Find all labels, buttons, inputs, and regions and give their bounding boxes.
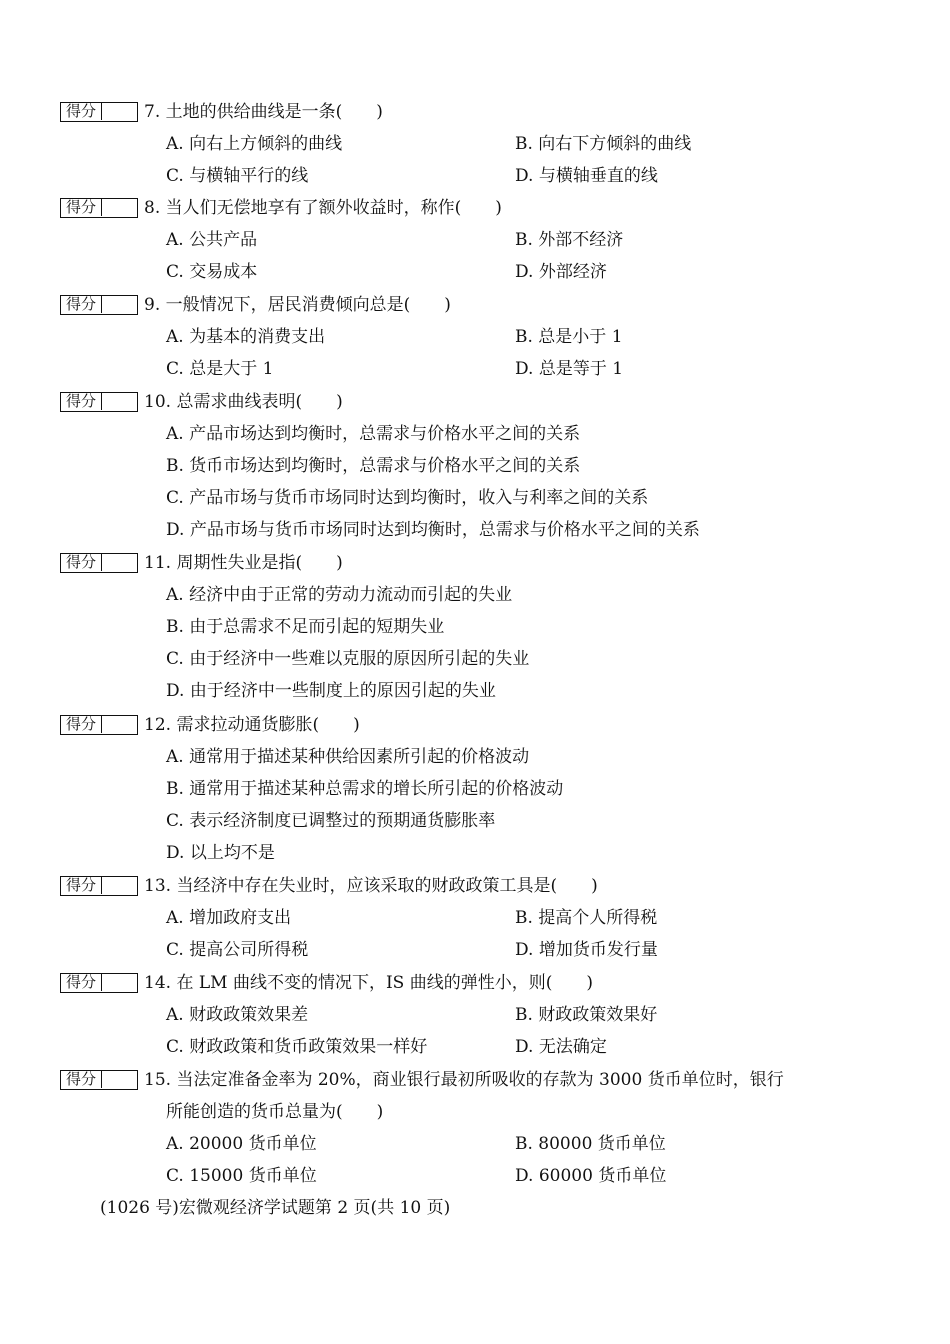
- option-d: D. 以上均不是: [166, 843, 275, 863]
- question-13: [60, 870, 880, 966]
- question-12: [60, 709, 880, 869]
- option-b: B. 财政政策效果好: [515, 1005, 658, 1025]
- question-stem: 12. 需求拉动通货膨胀( ): [144, 715, 360, 735]
- option-d: D. 总是等于 1: [515, 359, 624, 379]
- question-7: [60, 96, 880, 192]
- option-b: B. 通常用于描述某种总需求的增长所引起的价格波动: [166, 779, 564, 799]
- option-d: D. 无法确定: [515, 1037, 607, 1057]
- score-box: [60, 392, 138, 412]
- score-box: [60, 876, 138, 896]
- option-a: A. 产品市场达到均衡时，总需求与价格水平之间的关系: [166, 424, 581, 444]
- score-box: [60, 295, 138, 315]
- score-label: 得分: [61, 296, 102, 313]
- option-c: C. 由于经济中一些难以克服的原因所引起的失业: [166, 649, 530, 669]
- option-b: B. 80000 货币单位: [515, 1134, 666, 1154]
- option-b: B. 提高个人所得税: [515, 908, 658, 928]
- score-label: 得分: [61, 554, 102, 571]
- question-15: [60, 1064, 880, 1192]
- question-stem: 8. 当人们无偿地享有了额外收益时，称作( ): [144, 198, 502, 218]
- question-14: [60, 967, 880, 1063]
- option-a: A. 向右上方倾斜的曲线: [166, 134, 343, 154]
- question-11: [60, 547, 880, 707]
- score-box: [60, 973, 138, 993]
- option-a: A. 为基本的消费支出: [166, 327, 326, 347]
- page-footer: (1026 号)宏微观经济学试题第 2 页(共 10 页): [100, 1198, 451, 1218]
- option-c: C. 产品市场与货币市场同时达到均衡时，收入与利率之间的关系: [166, 488, 649, 508]
- option-b: B. 外部不经济: [515, 230, 624, 250]
- question-stem: 15. 当法定准备金率为 20%，商业银行最初所吸收的存款为 3000 货币单位时，银行: [144, 1070, 784, 1090]
- option-a: A. 增加政府支出: [166, 908, 292, 928]
- option-b: B. 向右下方倾斜的曲线: [515, 134, 692, 154]
- option-c: C. 15000 货币单位: [166, 1166, 317, 1186]
- option-a: A. 财政政策效果差: [166, 1005, 309, 1025]
- score-label: 得分: [61, 393, 102, 410]
- question-stem: 11. 周期性失业是指( ): [144, 553, 343, 573]
- question-stem: 7. 土地的供给曲线是一条( ): [144, 102, 383, 122]
- score-box: [60, 102, 138, 122]
- option-a: A. 公共产品: [166, 230, 258, 250]
- score-label: 得分: [61, 716, 102, 733]
- score-label: 得分: [61, 103, 102, 120]
- score-box: [60, 1070, 138, 1090]
- option-a: A. 通常用于描述某种供给因素所引起的价格波动: [166, 747, 530, 767]
- score-label: 得分: [61, 877, 102, 894]
- question-9: [60, 289, 880, 385]
- option-b: B. 总是小于 1: [515, 327, 623, 347]
- score-box: [60, 715, 138, 735]
- option-d: D. 60000 货币单位: [515, 1166, 667, 1186]
- question-stem: 10. 总需求曲线表明( ): [144, 392, 343, 412]
- question-stem: 14. 在 LM 曲线不变的情况下，IS 曲线的弹性小，则( ): [144, 973, 593, 993]
- question-8: [60, 192, 880, 288]
- question-10: [60, 386, 880, 546]
- option-c: C. 与横轴平行的线: [166, 166, 309, 186]
- score-label: 得分: [61, 974, 102, 991]
- option-c: C. 总是大于 1: [166, 359, 274, 379]
- option-b: B. 货币市场达到均衡时，总需求与价格水平之间的关系: [166, 456, 581, 476]
- option-c: C. 交易成本: [166, 262, 258, 282]
- option-d: D. 由于经济中一些制度上的原因引起的失业: [166, 681, 496, 701]
- option-c: C. 表示经济制度已调整过的预期通货膨胀率: [166, 811, 496, 831]
- option-d: D. 增加货币发行量: [515, 940, 658, 960]
- option-d: D. 外部经济: [515, 262, 607, 282]
- question-stem: 9. 一般情况下，居民消费倾向总是( ): [144, 295, 451, 315]
- option-a: A. 20000 货币单位: [166, 1134, 317, 1154]
- score-box: [60, 553, 138, 573]
- question-stem-continued: 所能创造的货币总量为( ): [166, 1102, 384, 1122]
- option-d: D. 产品市场与货币市场同时达到均衡时，总需求与价格水平之间的关系: [166, 520, 700, 540]
- option-a: A. 经济中由于正常的劳动力流动而引起的失业: [166, 585, 513, 605]
- score-label: 得分: [61, 199, 102, 216]
- option-d: D. 与横轴垂直的线: [515, 166, 658, 186]
- question-stem: 13. 当经济中存在失业时，应该采取的财政政策工具是( ): [144, 876, 598, 896]
- option-b: B. 由于总需求不足而引起的短期失业: [166, 617, 445, 637]
- score-label: 得分: [61, 1071, 102, 1088]
- option-c: C. 提高公司所得税: [166, 940, 309, 960]
- score-box: [60, 198, 138, 218]
- option-c: C. 财政政策和货币政策效果一样好: [166, 1037, 428, 1057]
